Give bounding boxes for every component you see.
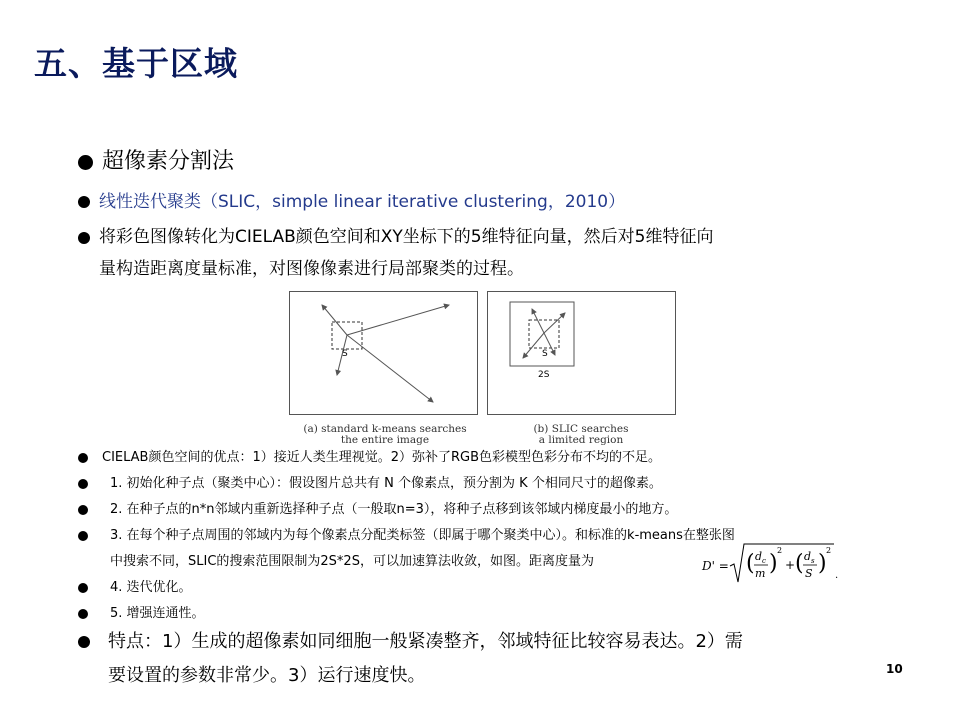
bullet-dot [78, 531, 88, 541]
formula-dc: d [755, 550, 763, 563]
bullet-dot [78, 505, 88, 515]
bullet-text-line: 中搜索不同，SLIC的搜索范围限制为2S*2S，可以加速算法收敛，如图。距离度量为 [110, 554, 594, 569]
svg-text:): ) [818, 551, 827, 576]
bullet-dot [78, 155, 93, 170]
bullet-description [78, 221, 713, 285]
bullet-text-line: 将彩色图像转化为CIELAB颜色空间和XY坐标下的5维特征向量，然后对5维特征向 [99, 227, 714, 247]
formula-dc-sub: c [762, 557, 766, 565]
caption-line: (a) standard k-means searches [303, 423, 467, 435]
distance-formula [700, 542, 840, 586]
bullet-text: 5. 增强连通性。 [110, 606, 205, 621]
bullet-dot [78, 609, 88, 619]
bullet-dot [78, 232, 90, 244]
svg-text:(: ( [746, 551, 755, 576]
formula-m: m [755, 567, 766, 580]
bullet-text: 4. 迭代优化。 [110, 580, 192, 595]
bullet-text: 超像素分割法 [102, 149, 235, 174]
figure-left-arrows [289, 291, 478, 415]
formula-ds: d [804, 550, 812, 563]
formula-plus: + [785, 558, 796, 572]
bullet-text-line: 要设置的参数非常少。3）运行速度快。 [108, 665, 426, 686]
formula-ds-sub: s [811, 557, 815, 565]
figure-left-s-label: S [342, 349, 348, 359]
bullet-text-line: 特点：1）生成的超像素如同细胞一般紧凑整齐，邻域特征比较容易表达。2）需 [108, 631, 743, 652]
formula-exp-2: 2 [826, 546, 832, 555]
formula-lhs: D' = [702, 559, 729, 573]
formula-exp-1: 2 [777, 546, 783, 555]
bullet-step-5 [78, 601, 205, 627]
bullet-dot [78, 583, 88, 593]
bullet-text: 1. 初始化种子点（聚类中心）：假设图片总共有 N 个像素点，预分割为 K 个相同尺寸的超像素。 [110, 476, 662, 491]
bullet-step-1 [78, 471, 662, 497]
formula-tail: . [835, 570, 839, 581]
bullet-features [78, 625, 743, 693]
bullet-superpixel [78, 147, 234, 177]
svg-text:): ) [769, 551, 778, 576]
bullet-text-line: 量构造距离度量标准，对图像像素进行局部聚类的过程。 [99, 259, 524, 279]
bullet-text: CIELAB颜色空间的优点：1）接近人类生理视觉。2）弥补了RGB色彩模型色彩分布不均的不足。 [102, 450, 662, 465]
bullet-text: 2. 在种子点的n*n邻域内重新选择种子点（一般取n=3），将种子点移到该邻域内梯度最小的地方。 [110, 502, 678, 517]
figure-right-arrows [487, 291, 676, 415]
figure-right-2s-label: 2S [538, 370, 550, 380]
caption-line: the entire image [340, 434, 430, 446]
slide-title: 五、基于区域 [34, 44, 238, 83]
bullet-step-2 [78, 497, 677, 523]
caption-line: (b) SLIC searches [533, 423, 629, 435]
figure-caption-a [292, 424, 478, 446]
caption-line: a limited region [538, 434, 624, 446]
bullet-dot [78, 479, 88, 489]
page-number: 10 [886, 662, 903, 676]
bullet-dot [78, 196, 90, 208]
bullet-step-3 [78, 523, 735, 575]
figure-right-s-label: S [542, 349, 548, 359]
bullet-step-4 [78, 575, 192, 601]
bullet-slic [78, 185, 625, 219]
bullet-dot [78, 453, 88, 463]
svg-text:(: ( [795, 551, 804, 576]
bullet-text: 线性迭代聚类（SLIC，simple linear iterative clustering，2010） [99, 192, 626, 212]
formula-S: S [805, 567, 813, 580]
bullet-dot [78, 636, 90, 648]
bullet-cielab [78, 445, 661, 471]
figure-caption-b [488, 424, 674, 446]
bullet-text-line: 3. 在每个种子点周围的邻域内为每个像素点分配类标签（即属于哪个聚类中心）。和标准的k-means在整张图 [110, 528, 735, 543]
